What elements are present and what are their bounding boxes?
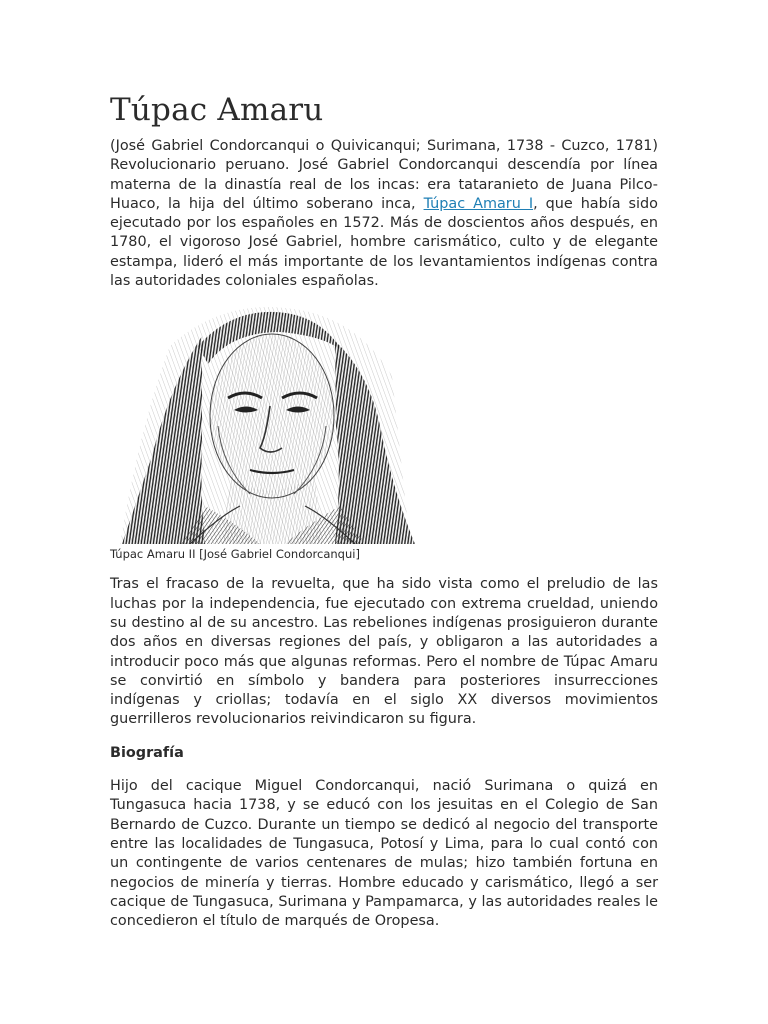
article-title: Túpac Amaru bbox=[110, 92, 324, 128]
paragraph-biography: Hijo del cacique Miguel Condorcanqui, nació Surimana o quizá en Tungasuca hacia 1738, y se educó con los jesuitas en el Colegio de San Bernardo de Cuzco. Durante un tiempo se dedicó al negocio del transporte entre las localidades de Tungasuca, Potosí y Lima, para lo cual contó con un contingente de varios centenares de mulas; hizo también fortuna en negocios de minería y tierras. Hombre educado y carismático, llegó a ser cacique de Tungasuca, Surimana y Pampamarca, y las autoridades reales le concedieron el título de marqués de Oropesa. bbox=[110, 778, 658, 930]
portrait-image bbox=[110, 306, 440, 544]
paragraph-legacy: Tras el fracaso de la revuelta, que ha sido vista como el preludio de las luchas por la independencia, fue ejecutado con extrema crueldad, uniendo su destino al de su ancestro. Las rebeliones indígenas prosiguieron durante dos años en diversas regiones del país, y obligaron a las autoridades a introducir poco más que algunas reformas. Pero el nombre de Túpac Amaru se convirtió en símbolo y bandera para posteriores insurrecciones indígenas y criollas; todavía en el siglo XX diversos movimientos guerrilleros revolucionarios reivindicaron su figura. bbox=[110, 576, 658, 728]
intro-text-start: (José Gabriel Condorcanqui o Quivicanqui; Surimana, 1738 - Cuzco, 1781) Revolucionario peruano. José Gabriel Condorcanqui descendía por línea materna de la dinastía real de los incas: era tataranieto de Juana Pilco-Huaco, la hija del último soberano inca, bbox=[110, 138, 658, 212]
portrait-engraving bbox=[110, 306, 440, 544]
intro-text-end: , que había sido ejecutado por los españoles en 1572. Más de doscientos años después, en 1780, el vigoroso José Gabriel, hombre carismático, culto y de elegante estampa, lideró el más importante de los levantamientos indígenas contra las autoridades coloniales españolas. bbox=[110, 195, 658, 290]
intro-paragraph bbox=[110, 137, 658, 291]
image-caption: Túpac Amaru II [José Gabriel Condorcanqui] bbox=[110, 547, 360, 562]
tupac-amaru-i-link[interactable]: Túpac Amaru I bbox=[423, 195, 534, 212]
section-heading-biografia: Biografía bbox=[110, 744, 184, 761]
article bbox=[110, 88, 658, 931]
